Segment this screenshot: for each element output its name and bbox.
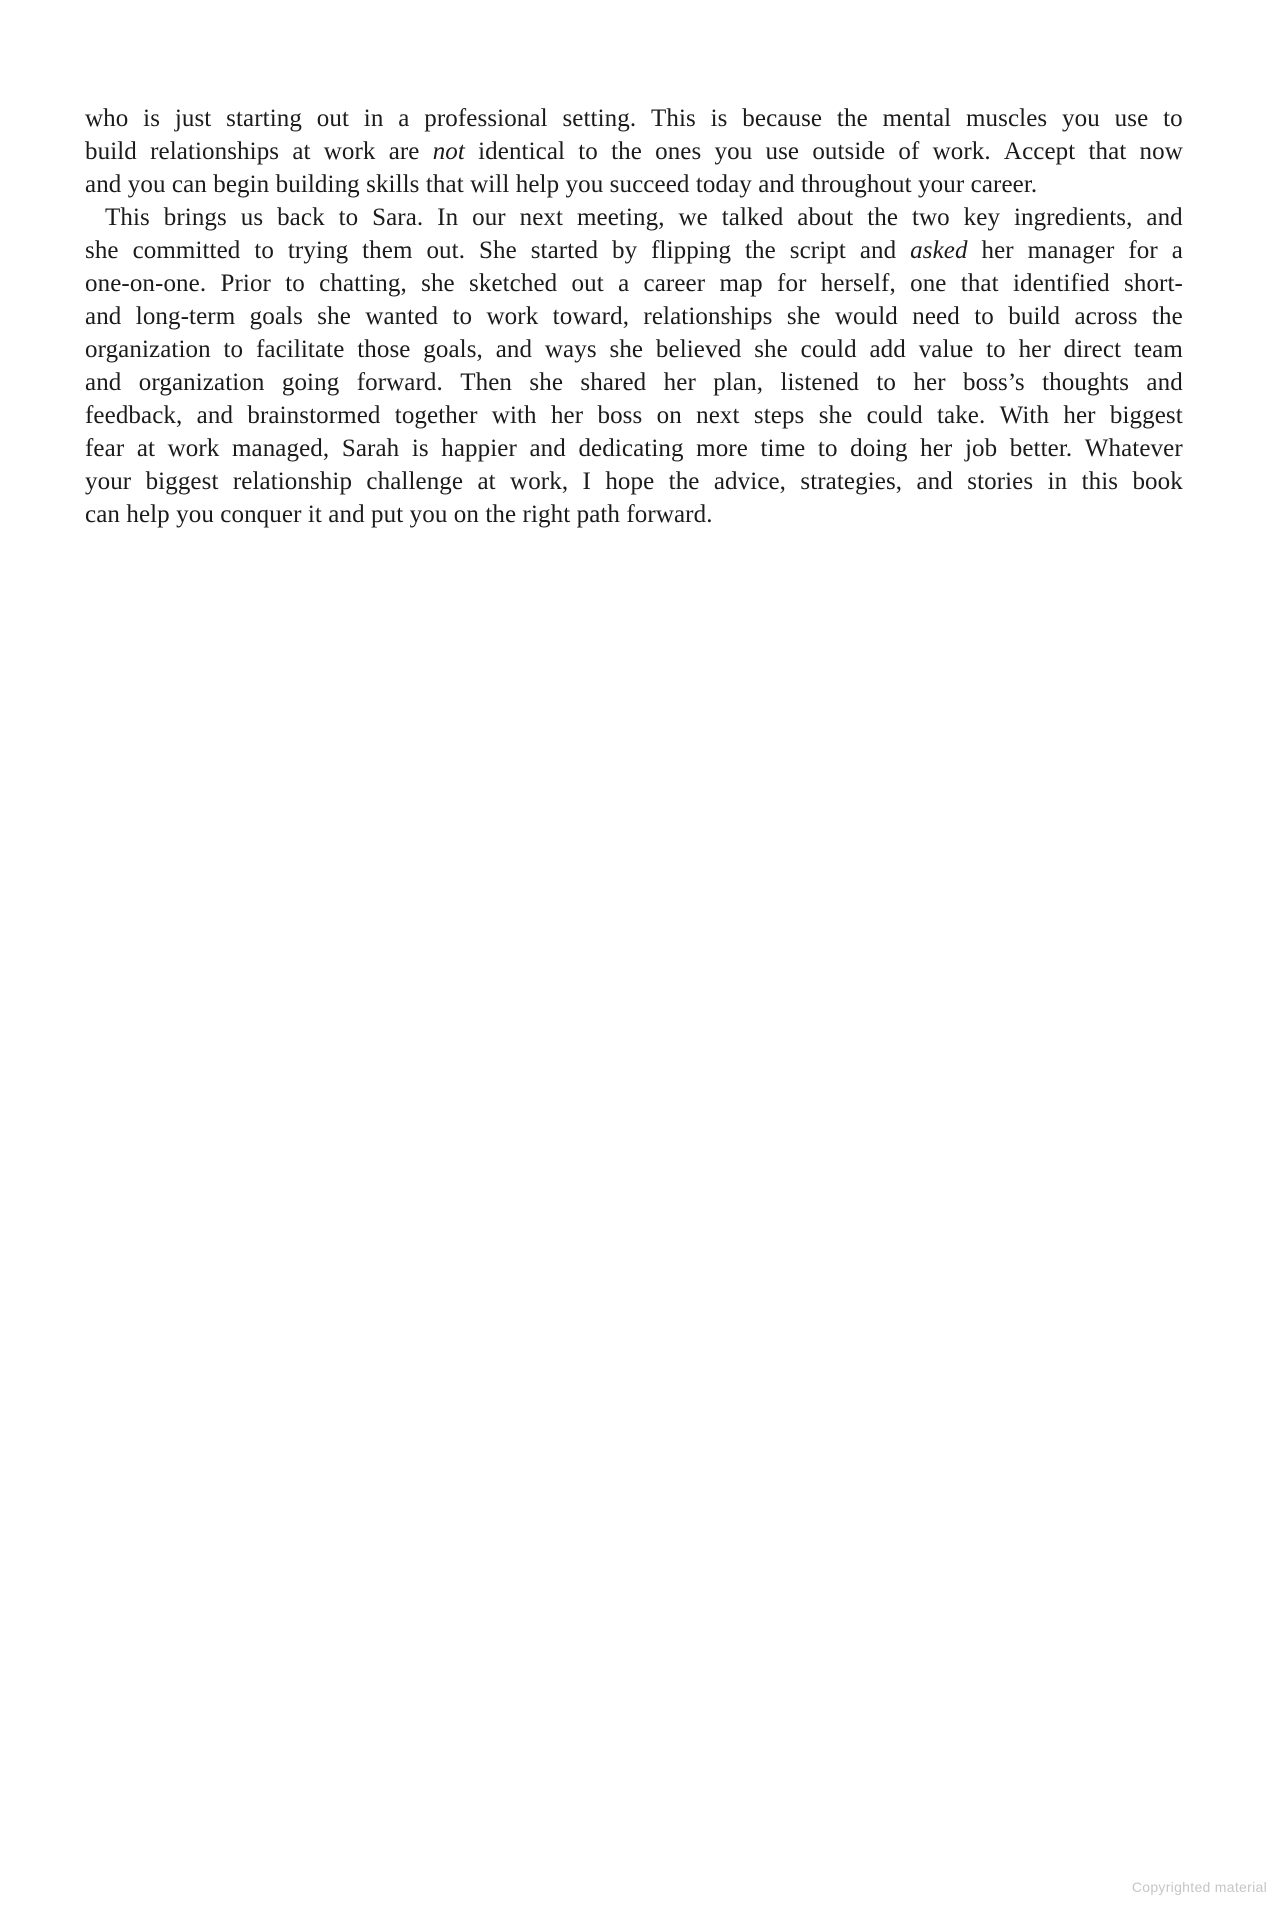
text-line: your biggest relationship challenge at work, I hope the advice, strategies, and stories in this book (85, 468, 1183, 495)
text-line: and organization going forward. Then she shared her plan, listened to her boss’s thoughts and (85, 369, 1183, 396)
text-line: one-on-one. Prior to chatting, she sketched out a career map for herself, one that identified short- (85, 270, 1183, 297)
text-line: feedback, and brainstormed together with her boss on next steps she could take. With her biggest (85, 402, 1183, 429)
page-text (85, 102, 1183, 531)
text-line: and you can begin building skills that will help you succeed today and throughout your career. (85, 171, 1038, 198)
text-line: and long-term goals she wanted to work toward, relationships she would need to build across the (85, 303, 1183, 330)
text-line: who is just starting out in a professional setting. This is because the mental muscles you use to (85, 105, 1183, 132)
text-line: This brings us back to Sara. In our next meeting, we talked about the two key ingredients, and (105, 204, 1183, 231)
text-line: fear at work managed, Sarah is happier and dedicating more time to doing her job better. Whatever (85, 435, 1183, 462)
text-line: can help you conquer it and put you on the right path forward. (85, 501, 713, 528)
text-line: organization to facilitate those goals, and ways she believed she could add value to her direct team (85, 336, 1183, 363)
text-line: she committed to trying them out. She started by flipping the script and asked her manager for a (85, 237, 1183, 264)
text-line: build relationships at work are not identical to the ones you use outside of work. Accept that now (85, 138, 1183, 165)
copyright-watermark: Copyrighted material (1131, 1879, 1267, 1895)
